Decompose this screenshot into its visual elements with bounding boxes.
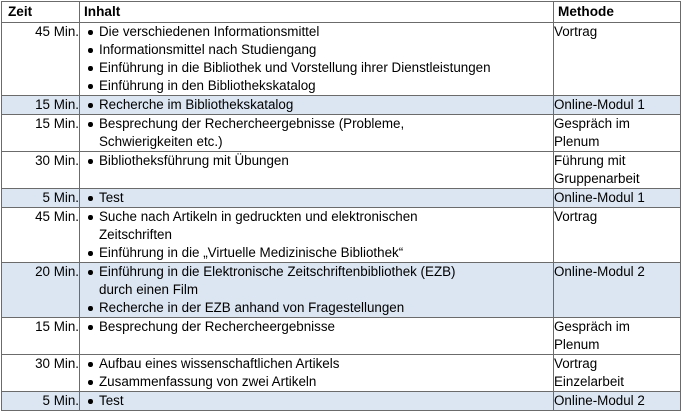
cell-zeit: 45 Min. bbox=[2, 208, 80, 263]
header-zeit: Zeit bbox=[2, 2, 80, 23]
cell-zeit: 45 Min. bbox=[2, 23, 80, 96]
content-bullet-list bbox=[80, 355, 553, 391]
content-bullet-item: Test bbox=[80, 392, 553, 410]
table-row bbox=[2, 392, 681, 411]
cell-inhalt bbox=[80, 318, 554, 355]
cell-inhalt bbox=[80, 392, 554, 411]
cell-methode: Vortrag bbox=[554, 23, 681, 96]
header-inhalt: Inhalt bbox=[80, 2, 554, 23]
table-body bbox=[2, 23, 681, 411]
content-bullet-list bbox=[80, 392, 553, 410]
cell-inhalt bbox=[80, 115, 554, 152]
table-row bbox=[2, 23, 681, 96]
header-methode: Methode bbox=[554, 2, 681, 23]
cell-inhalt bbox=[80, 189, 554, 208]
content-bullet-item: Besprechung der Rechercheergebnisse (Probleme, Schwierigkeiten etc.) bbox=[80, 115, 553, 151]
cell-methode: Online-Modul 1 bbox=[554, 189, 681, 208]
content-bullet-list bbox=[80, 189, 553, 207]
cell-methode: Vortrag bbox=[554, 208, 681, 263]
content-bullet-list bbox=[80, 115, 553, 151]
content-bullet-list bbox=[80, 23, 553, 95]
cell-zeit: 5 Min. bbox=[2, 189, 80, 208]
content-bullet-item: Einführung in die „Virtuelle Medizinische Bibliothek“ bbox=[80, 244, 553, 262]
cell-zeit: 30 Min. bbox=[2, 152, 80, 189]
cell-zeit: 15 Min. bbox=[2, 115, 80, 152]
content-bullet-item: Aufbau eines wissenschaftlichen Artikels bbox=[80, 355, 553, 373]
cell-zeit: 15 Min. bbox=[2, 96, 80, 115]
content-bullet-item: Einführung in die Elektronische Zeitschriftenbibliothek (EZB) durch einen Film bbox=[80, 263, 553, 299]
content-bullet-item: Einführung in die Bibliothek und Vorstellung ihrer Dienstleistungen bbox=[80, 59, 553, 77]
cell-methode: Online-Modul 1 bbox=[554, 96, 681, 115]
table-row bbox=[2, 96, 681, 115]
cell-zeit: 5 Min. bbox=[2, 392, 80, 411]
cell-methode: Führung mit Gruppenarbeit bbox=[554, 152, 681, 189]
table-row bbox=[2, 152, 681, 189]
cell-inhalt bbox=[80, 208, 554, 263]
cell-inhalt bbox=[80, 23, 554, 96]
table-row bbox=[2, 263, 681, 318]
content-bullet-list bbox=[80, 318, 553, 336]
table-row bbox=[2, 318, 681, 355]
cell-methode: Gespräch im Plenum bbox=[554, 115, 681, 152]
content-bullet-item: Test bbox=[80, 189, 553, 207]
content-bullet-item: Besprechung der Rechercheergebnisse bbox=[80, 318, 553, 336]
table-row bbox=[2, 355, 681, 392]
cell-zeit: 30 Min. bbox=[2, 355, 80, 392]
cell-methode: Gespräch im Plenum bbox=[554, 318, 681, 355]
content-bullet-item: Recherche in der EZB anhand von Fragestellungen bbox=[80, 299, 553, 317]
content-bullet-item: Recherche im Bibliothekskatalog bbox=[80, 96, 553, 114]
cell-methode: Vortrag Einzelarbeit bbox=[554, 355, 681, 392]
cell-inhalt bbox=[80, 263, 554, 318]
content-bullet-list bbox=[80, 152, 553, 170]
schedule-table bbox=[1, 1, 681, 411]
content-bullet-list bbox=[80, 208, 553, 262]
content-bullet-item: Bibliotheksführung mit Übungen bbox=[80, 152, 553, 170]
cell-zeit: 20 Min. bbox=[2, 263, 80, 318]
content-bullet-list bbox=[80, 96, 553, 114]
content-bullet-list bbox=[80, 263, 553, 317]
content-bullet-item: Informationsmittel nach Studiengang bbox=[80, 41, 553, 59]
cell-inhalt bbox=[80, 96, 554, 115]
cell-inhalt bbox=[80, 355, 554, 392]
table-header-row bbox=[2, 2, 681, 23]
cell-zeit: 15 Min. bbox=[2, 318, 80, 355]
cell-inhalt bbox=[80, 152, 554, 189]
table-row bbox=[2, 208, 681, 263]
content-bullet-item: Zusammenfassung von zwei Artikeln bbox=[80, 373, 553, 391]
content-bullet-item: Die verschiedenen Informationsmittel bbox=[80, 23, 553, 41]
cell-methode: Online-Modul 2 bbox=[554, 392, 681, 411]
table-row bbox=[2, 189, 681, 208]
content-bullet-item: Einführung in den Bibliothekskatalog bbox=[80, 77, 553, 95]
cell-methode: Online-Modul 2 bbox=[554, 263, 681, 318]
content-bullet-item: Suche nach Artikeln in gedruckten und elektronischen Zeitschriften bbox=[80, 208, 553, 244]
table-row bbox=[2, 115, 681, 152]
